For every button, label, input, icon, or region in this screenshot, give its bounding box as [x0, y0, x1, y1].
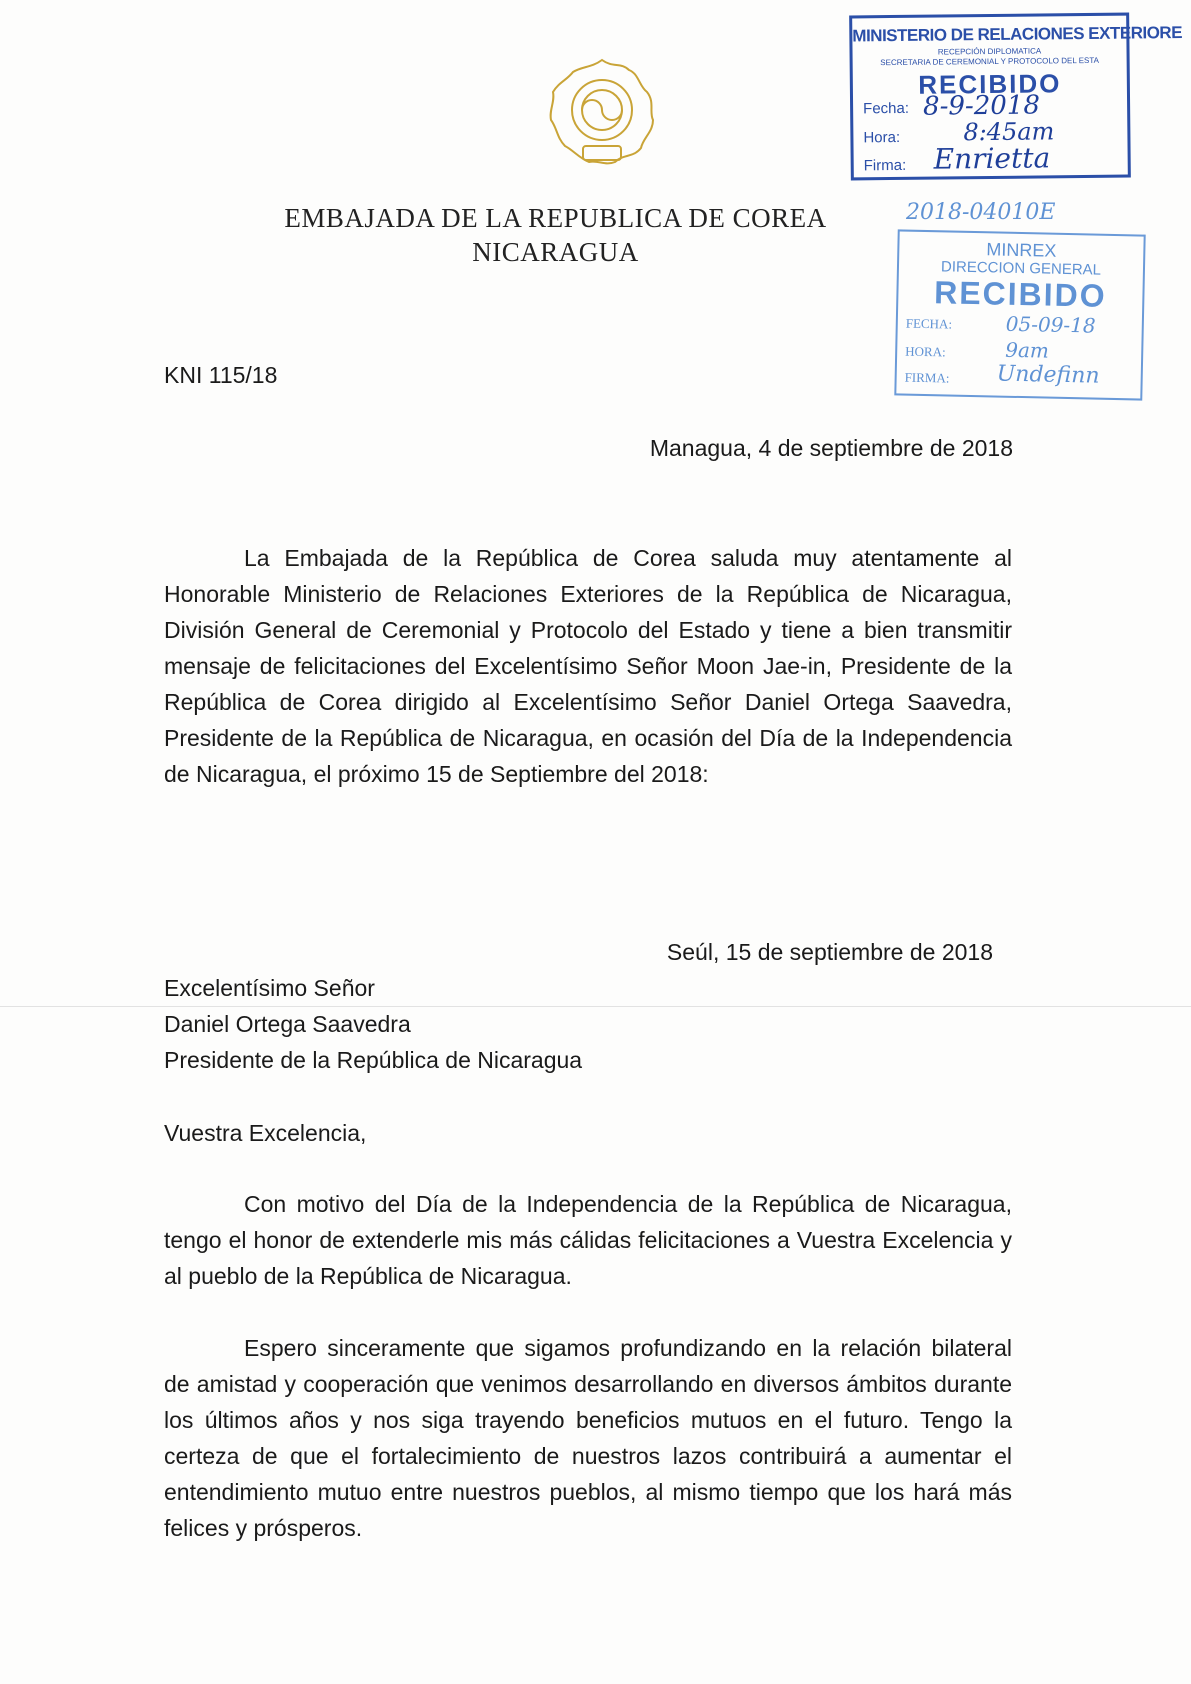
stamp2-firma-value: Undefinn: [996, 361, 1100, 389]
stamp-fecha-value: 8-9-2018: [922, 90, 1041, 122]
body-paragraph: Con motivo del Día de la Independencia de la República de Nicaragua, tengo el honor de extenderle mis más cálidas felicitaciones a Vuestra Excelencia y al pueblo de la República de Nicaragua.: [164, 1191, 1012, 1289]
stamp-firma-value: Enrietta: [933, 141, 1051, 176]
addressee-title: Excelentísimo Señor: [164, 975, 375, 1001]
scan-artifact-line: [0, 1006, 1191, 1007]
stamp-sub1: RECEPCIÓN DIPLOMATICA: [937, 46, 1042, 57]
embassy-country: NICARAGUA: [472, 237, 639, 267]
stamp2-title: MINREX: [986, 239, 1057, 261]
stamp2-hora-value: 9am: [1005, 337, 1050, 363]
reference-number: KNI 115/18: [164, 362, 278, 388]
embassy-name: EMBAJADA DE LA REPUBLICA DE COREA: [284, 203, 827, 233]
stamp-status: RECIBIDO: [918, 68, 1062, 100]
minrex-stamp-number: 2018-04010E: [906, 200, 1056, 225]
body-paragraph: Espero sinceramente que sigamos profundizando en la relación bilateral de amistad y cooperación que venimos desarrollando en diversos ámbitos durante los últimos años y nos siga trayendo beneficios mutuos en el futuro. Tengo la certeza de que el fortalecimiento de nuestros lazos contribuirá a aumentar el entendimiento mutuo entre nuestros pueblos, al mismo tiempo que los hará más felices y prósperos.: [164, 1335, 1012, 1541]
stamp2-sub: DIRECCION GENERAL: [940, 258, 1102, 279]
stamp-title: MINISTERIO DE RELACIONES EXTERIORE: [852, 22, 1183, 46]
stamp2-fecha-label: FECHA:: [905, 315, 953, 332]
embassy-seal-emblem: [543, 54, 661, 172]
stamp-firma-label: Firma:: [863, 156, 907, 175]
stamp2-status: RECIBIDO: [933, 274, 1108, 314]
stamp2-hora-label: HORA:: [905, 343, 946, 360]
intro-paragraph: La Embajada de la República de Corea saluda muy atentamente al Honorable Ministerio de Relaciones Exteriores de la República de Nicaragua, División General de Ceremonial y Protocolo del Estado y tiene a bien transmitir mensaje de felicitaciones del Excelentísimo Señor Moon Jae-in, Presidente de la República de Corea dirigido al Excelentísimo Señor Daniel Ortega Saavedra, Presidente de la República de Nicaragua, en ocasión del Día de la Independencia de Nicaragua, el próximo 15 de Septiembre del 2018:: [164, 545, 1012, 787]
minrex-received-stamp: [894, 229, 1145, 400]
stamp-fecha-label: Fecha:: [863, 99, 910, 118]
stamp2-firma-label: FIRMA:: [904, 369, 950, 386]
salutation: Vuestra Excelencia,: [164, 1120, 367, 1146]
letter-date: Managua, 4 de septiembre de 2018: [649, 435, 1013, 461]
addressee-name: Daniel Ortega Saavedra: [164, 1011, 411, 1037]
addressee-position: Presidente de la República de Nicaragua: [164, 1047, 583, 1073]
ministry-received-stamp: [849, 13, 1183, 181]
addressee-block: [164, 970, 582, 1078]
message-date: Seúl, 15 de septiembre de 2018: [666, 939, 993, 965]
stamp-hora-label: Hora:: [863, 128, 901, 147]
stamp2-fecha-value: 05-09-18: [1005, 311, 1096, 338]
stamp-hora-value: 8:45am: [963, 117, 1055, 147]
stamp-sub2: SECRETARIA DE CEREMONIAL Y PROTOCOLO DEL ESTA: [880, 55, 1100, 68]
